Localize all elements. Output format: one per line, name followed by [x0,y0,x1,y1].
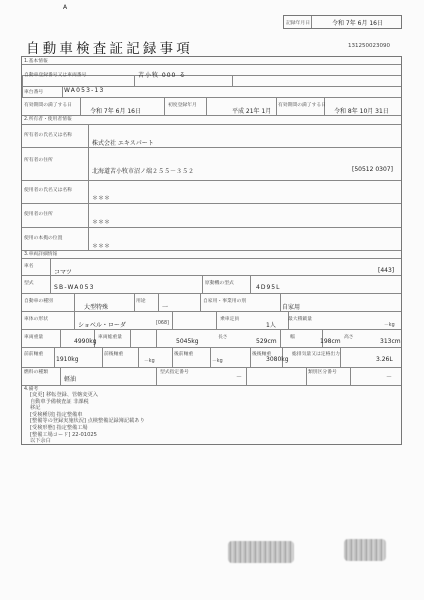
note-line: 移記 [30,405,41,412]
owner-address-label: 所有者の住所 [24,158,53,163]
front-axle-label: 前前軸重 [24,352,44,357]
weight-label: 車両重量 [24,335,44,340]
period-end-date: 令和 8年 10月 31日 [334,108,389,115]
type-label: 自動車の種別 [24,299,53,304]
owner-address: 北海道苫小牧市沼ノ端２５５－３５２ [92,168,195,175]
width: 198cm [320,338,341,345]
notes-block [30,392,145,445]
base-location: ＊＊＊ [92,243,111,250]
rear-axle-label: 後後軸重 [252,352,272,357]
vehicle-type: 大型特殊 [84,304,109,311]
type-designation: － [236,374,243,381]
blurred-stamp-left [228,541,294,563]
use: 一 [162,304,169,311]
chassis-label: 車台番号 [24,90,44,95]
rear-axle: 3080kg [266,356,289,363]
type-designation-label: 型式指定番号 [160,370,189,375]
owner-name-label: 所有者の氏名又は名称 [24,133,72,138]
reg-number: 苫小牧 000 る [138,72,187,79]
fuel-label: 燃料の種類 [24,370,48,375]
front-axle: 1910kg [56,356,79,363]
model: SB-WA053 [54,284,95,291]
expiry-date: 令和 7年 6月 16日 [90,108,141,115]
note-line: [変更] 移転登録、管轄変更入 [30,392,98,398]
blurred-stamp-right [344,539,386,561]
maker: コマツ [54,269,72,276]
engine: 4D95L [256,284,281,291]
note-line: 自動車予備検査証 非課税 [30,398,89,405]
section3-heading: 3.車両詳細情報 [24,252,58,257]
reg-number-label: 自動車登録番号又は車両番号 [24,73,87,78]
user-name-label: 使用者の氏名又は名称 [24,188,72,193]
owner-name: 株式会社 エキスパート [92,140,154,147]
weight: 4990kg [74,338,97,345]
user-name: ＊＊＊ [92,195,111,202]
gross-weight: 5045kg [176,338,199,345]
capacity: 1人 [266,322,276,329]
model-label: 型式 [24,281,34,286]
section1-heading: 1.基本情報 [24,59,48,64]
note-line: 以下余白 [30,438,51,445]
biz: 自家用 [282,304,301,311]
note-line: [受検形態] 指定整備工場 [30,424,88,431]
category-label: 類別区分番号 [308,370,337,375]
first-reg-date: 平成 21年 1月 [232,108,272,115]
user-address-label: 使用者の住所 [24,212,53,217]
fr-axle-label: 前後軸重 [104,352,124,357]
biz-label: 自家用・事業用の別 [203,299,247,304]
maker-code: [443] [378,267,395,274]
engine-label: 原動機の型式 [205,281,234,286]
length: 529cm [256,338,277,345]
record-date-box [283,15,402,29]
body-shape: ショベル・ローダ [78,322,126,329]
width-label: 幅 [290,335,295,340]
rf-axle: －kg [212,359,223,364]
chassis-number: WA053-13 [64,87,105,94]
record-date: 令和 7年 6月 16日 [332,20,383,27]
user-address: ＊＊＊ [92,219,111,226]
section2-heading: 2.所有者・使用者情報 [24,117,72,122]
gross-label: 車両総重量 [98,335,122,340]
fr-axle: －kg [144,359,155,364]
note-line: [整備工場コード] 22-01025 [30,431,97,438]
category: － [386,374,393,381]
length-label: 長さ [218,335,228,340]
displacement: 3.26L [376,356,393,363]
section4-heading: 4.備考 [24,387,39,392]
height-label: 高さ [344,335,354,340]
max-load-label: 最大積載量 [288,317,312,322]
first-reg-label: 初度登録年月 [168,103,197,108]
note-line: [整備等の登録実施状況] 点検整備記録簿記載あり [30,418,145,425]
note-line: [受検種別] 指定整備車 [30,411,83,418]
capacity-label: 乗車定員 [220,317,240,322]
max-load: －kg [384,323,395,328]
expiry-label: 有効期間の満了する日 [24,103,72,108]
fuel: 軽油 [64,376,77,383]
body-label: 車体の形状 [24,317,48,322]
height: 313cm [380,338,401,345]
rf-axle-label: 後前軸重 [174,352,194,357]
base-label: 使用の本拠の位置 [24,236,63,241]
document-title: 自動車検査証記録事項 [26,41,193,57]
use-label: 用途 [136,299,146,304]
owner-code: [50512 0307] [352,166,393,173]
period-end-label: 有効期間の満了する日 [278,103,326,108]
doc-number: 131250023090 [348,43,390,49]
header-mark: A [63,4,68,11]
maker-label: 車名 [24,264,34,269]
record-date-label: 記録年月日 [286,21,310,26]
displacement-label: 総排気量又は定格出力 [292,352,340,357]
body-code: [068] [156,321,169,326]
